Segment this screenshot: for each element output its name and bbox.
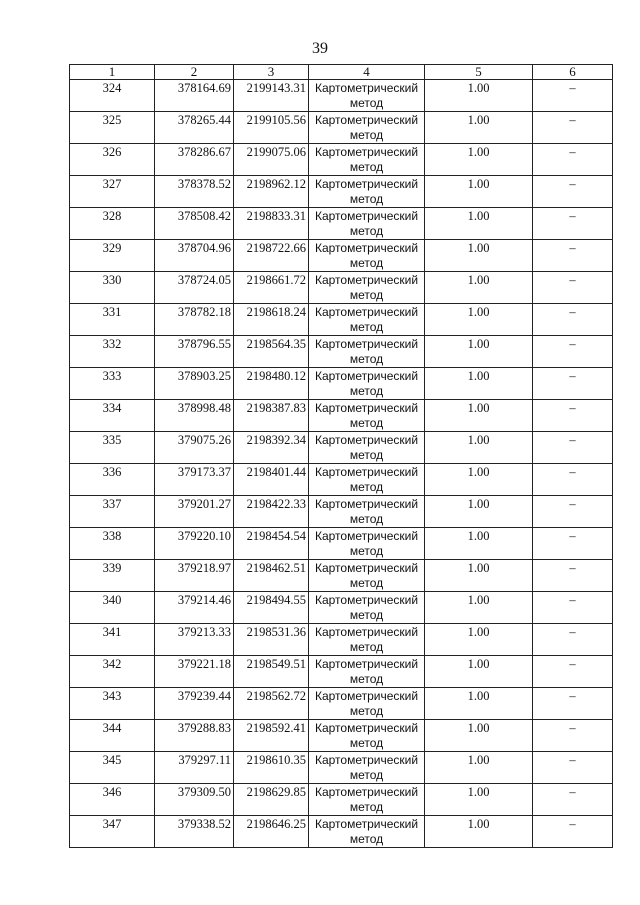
description-value: – <box>533 560 613 592</box>
coordinate-x: 378724.05 <box>155 272 234 304</box>
coordinate-x: 379239.44 <box>155 688 234 720</box>
coordinate-x: 378378.52 <box>155 176 234 208</box>
method-line-2: метод <box>349 672 384 686</box>
page-number: 39 <box>312 40 328 57</box>
method-line-2: метод <box>349 576 384 590</box>
description-value: – <box>533 272 613 304</box>
table-row <box>70 656 613 688</box>
column-header-3: 3 <box>234 65 309 80</box>
description-value: – <box>533 624 613 656</box>
description-value: – <box>533 432 613 464</box>
method-cell <box>309 400 425 432</box>
method-cell <box>309 80 425 112</box>
accuracy-value: 1.00 <box>425 304 533 336</box>
point-number: 337 <box>70 496 155 528</box>
point-number: 336 <box>70 464 155 496</box>
method-line-1: Картометрический <box>314 753 419 767</box>
method-cell <box>309 816 425 848</box>
table-row <box>70 464 613 496</box>
method-line-1: Картометрический <box>314 657 419 671</box>
point-number: 342 <box>70 656 155 688</box>
coordinate-y: 2199105.56 <box>234 112 309 144</box>
method-line-1: Картометрический <box>314 529 419 543</box>
coordinate-y: 2198422.33 <box>234 496 309 528</box>
point-number: 343 <box>70 688 155 720</box>
method-cell <box>309 784 425 816</box>
method-line-1: Картометрический <box>314 625 419 639</box>
coordinate-y: 2198722.66 <box>234 240 309 272</box>
method-line-2: метод <box>349 288 384 302</box>
accuracy-value: 1.00 <box>425 656 533 688</box>
accuracy-value: 1.00 <box>425 112 533 144</box>
column-header-4: 4 <box>309 65 425 80</box>
point-number: 328 <box>70 208 155 240</box>
method-cell <box>309 560 425 592</box>
accuracy-value: 1.00 <box>425 432 533 464</box>
method-cell <box>309 528 425 560</box>
coordinate-y: 2199143.31 <box>234 80 309 112</box>
column-header-6: 6 <box>533 65 613 80</box>
coordinate-x: 378903.25 <box>155 368 234 400</box>
point-number: 344 <box>70 720 155 752</box>
method-cell <box>309 720 425 752</box>
point-number: 345 <box>70 752 155 784</box>
coordinate-y: 2199075.06 <box>234 144 309 176</box>
method-line-2: метод <box>349 352 384 366</box>
method-line-2: метод <box>349 800 384 814</box>
coordinate-y: 2198618.24 <box>234 304 309 336</box>
coordinate-x: 378998.48 <box>155 400 234 432</box>
accuracy-value: 1.00 <box>425 208 533 240</box>
coordinate-y: 2198392.34 <box>234 432 309 464</box>
accuracy-value: 1.00 <box>425 720 533 752</box>
coordinate-x: 378796.55 <box>155 336 234 368</box>
coordinate-y: 2198833.31 <box>234 208 309 240</box>
accuracy-value: 1.00 <box>425 272 533 304</box>
method-cell <box>309 112 425 144</box>
method-line-2: метод <box>349 832 384 846</box>
method-line-1: Картометрический <box>314 81 419 95</box>
table-row <box>70 144 613 176</box>
coordinate-x: 378286.67 <box>155 144 234 176</box>
method-cell <box>309 752 425 784</box>
accuracy-value: 1.00 <box>425 496 533 528</box>
description-value: – <box>533 400 613 432</box>
description-value: – <box>533 144 613 176</box>
accuracy-value: 1.00 <box>425 816 533 848</box>
coordinate-x: 379218.97 <box>155 560 234 592</box>
table-row <box>70 528 613 560</box>
coordinate-y: 2198494.55 <box>234 592 309 624</box>
method-cell <box>309 336 425 368</box>
table-header <box>70 65 613 80</box>
accuracy-value: 1.00 <box>425 336 533 368</box>
method-line-1: Картометрический <box>314 561 419 575</box>
coordinate-x: 379173.37 <box>155 464 234 496</box>
table-row <box>70 400 613 432</box>
method-line-2: метод <box>349 256 384 270</box>
coordinate-x: 378704.96 <box>155 240 234 272</box>
point-number: 339 <box>70 560 155 592</box>
coordinate-x: 379214.46 <box>155 592 234 624</box>
method-cell <box>309 432 425 464</box>
method-line-1: Картометрический <box>314 721 419 735</box>
table-row <box>70 80 613 112</box>
point-number: 332 <box>70 336 155 368</box>
method-line-1: Картометрический <box>314 369 419 383</box>
method-line-2: метод <box>349 416 384 430</box>
column-header-2: 2 <box>155 65 234 80</box>
description-value: – <box>533 688 613 720</box>
table-row <box>70 272 613 304</box>
method-line-2: метод <box>349 128 384 142</box>
method-line-1: Картометрический <box>314 305 419 319</box>
point-number: 329 <box>70 240 155 272</box>
method-line-2: метод <box>349 320 384 334</box>
method-cell <box>309 688 425 720</box>
point-number: 325 <box>70 112 155 144</box>
table-body <box>70 80 613 848</box>
coordinate-y: 2198480.12 <box>234 368 309 400</box>
method-line-2: метод <box>349 768 384 782</box>
table-row <box>70 240 613 272</box>
table-row <box>70 784 613 816</box>
method-cell <box>309 144 425 176</box>
coordinate-y: 2198646.25 <box>234 816 309 848</box>
point-number: 331 <box>70 304 155 336</box>
column-header-5: 5 <box>425 65 533 80</box>
table-row <box>70 592 613 624</box>
method-cell <box>309 240 425 272</box>
method-cell <box>309 592 425 624</box>
description-value: – <box>533 368 613 400</box>
coordinate-x: 378782.18 <box>155 304 234 336</box>
method-line-1: Картометрический <box>314 817 419 831</box>
accuracy-value: 1.00 <box>425 592 533 624</box>
coordinate-x: 379221.18 <box>155 656 234 688</box>
coordinate-x: 378508.42 <box>155 208 234 240</box>
table-row <box>70 336 613 368</box>
table-row <box>70 816 613 848</box>
column-header-1: 1 <box>70 65 155 80</box>
table-row <box>70 208 613 240</box>
table-row <box>70 304 613 336</box>
method-cell <box>309 304 425 336</box>
method-cell <box>309 272 425 304</box>
point-number: 346 <box>70 784 155 816</box>
accuracy-value: 1.00 <box>425 688 533 720</box>
method-line-2: метод <box>349 224 384 238</box>
coordinate-x: 379220.10 <box>155 528 234 560</box>
accuracy-value: 1.00 <box>425 560 533 592</box>
method-line-1: Картометрический <box>314 113 419 127</box>
coordinate-x: 379309.50 <box>155 784 234 816</box>
method-cell <box>309 208 425 240</box>
coordinate-y: 2198462.51 <box>234 560 309 592</box>
coordinate-y: 2198962.12 <box>234 176 309 208</box>
description-value: – <box>533 528 613 560</box>
method-line-1: Картометрический <box>314 337 419 351</box>
coordinate-x: 379075.26 <box>155 432 234 464</box>
accuracy-value: 1.00 <box>425 464 533 496</box>
coordinate-x: 378265.44 <box>155 112 234 144</box>
point-number: 341 <box>70 624 155 656</box>
accuracy-value: 1.00 <box>425 176 533 208</box>
description-value: – <box>533 656 613 688</box>
table-row <box>70 368 613 400</box>
method-line-1: Картометрический <box>314 177 419 191</box>
method-line-1: Картометрический <box>314 241 419 255</box>
description-value: – <box>533 720 613 752</box>
method-line-1: Картометрический <box>314 465 419 479</box>
coordinate-x: 379288.83 <box>155 720 234 752</box>
description-value: – <box>533 80 613 112</box>
description-value: – <box>533 592 613 624</box>
point-number: 324 <box>70 80 155 112</box>
coordinates-table <box>69 64 613 848</box>
accuracy-value: 1.00 <box>425 80 533 112</box>
coordinate-x: 379338.52 <box>155 816 234 848</box>
method-line-1: Картометрический <box>314 593 419 607</box>
description-value: – <box>533 112 613 144</box>
description-value: – <box>533 304 613 336</box>
accuracy-value: 1.00 <box>425 752 533 784</box>
description-value: – <box>533 336 613 368</box>
coordinate-y: 2198592.41 <box>234 720 309 752</box>
point-number: 347 <box>70 816 155 848</box>
table-row <box>70 688 613 720</box>
description-value: – <box>533 240 613 272</box>
table-row <box>70 560 613 592</box>
method-cell <box>309 368 425 400</box>
coordinate-y: 2198401.44 <box>234 464 309 496</box>
description-value: – <box>533 752 613 784</box>
point-number: 327 <box>70 176 155 208</box>
point-number: 338 <box>70 528 155 560</box>
point-number: 335 <box>70 432 155 464</box>
method-line-1: Картометрический <box>314 209 419 223</box>
method-line-1: Картометрический <box>314 689 419 703</box>
description-value: – <box>533 208 613 240</box>
accuracy-value: 1.00 <box>425 400 533 432</box>
accuracy-value: 1.00 <box>425 144 533 176</box>
point-number: 330 <box>70 272 155 304</box>
point-number: 340 <box>70 592 155 624</box>
method-cell <box>309 624 425 656</box>
coordinate-x: 379201.27 <box>155 496 234 528</box>
table-row <box>70 720 613 752</box>
coordinate-y: 2198629.85 <box>234 784 309 816</box>
method-cell <box>309 656 425 688</box>
method-line-2: метод <box>349 608 384 622</box>
method-line-2: метод <box>349 480 384 494</box>
table-row <box>70 432 613 464</box>
method-cell <box>309 464 425 496</box>
method-line-1: Картометрический <box>314 497 419 511</box>
method-line-2: метод <box>349 736 384 750</box>
method-line-2: метод <box>349 704 384 718</box>
coordinate-x: 378164.69 <box>155 80 234 112</box>
accuracy-value: 1.00 <box>425 368 533 400</box>
description-value: – <box>533 816 613 848</box>
accuracy-value: 1.00 <box>425 784 533 816</box>
method-cell <box>309 176 425 208</box>
table-row <box>70 624 613 656</box>
coordinate-y: 2198661.72 <box>234 272 309 304</box>
coordinate-y: 2198387.83 <box>234 400 309 432</box>
method-line-2: метод <box>349 160 384 174</box>
method-line-2: метод <box>349 512 384 526</box>
coordinate-x: 379297.11 <box>155 752 234 784</box>
coordinate-y: 2198454.54 <box>234 528 309 560</box>
description-value: – <box>533 464 613 496</box>
accuracy-value: 1.00 <box>425 528 533 560</box>
table-row <box>70 752 613 784</box>
method-line-2: метод <box>349 448 384 462</box>
accuracy-value: 1.00 <box>425 240 533 272</box>
table-row <box>70 112 613 144</box>
method-line-1: Картометрический <box>314 273 419 287</box>
coordinate-y: 2198610.35 <box>234 752 309 784</box>
coordinate-y: 2198564.35 <box>234 336 309 368</box>
coordinate-y: 2198562.72 <box>234 688 309 720</box>
table-row <box>70 176 613 208</box>
table-row <box>70 496 613 528</box>
accuracy-value: 1.00 <box>425 624 533 656</box>
coordinate-y: 2198549.51 <box>234 656 309 688</box>
coordinate-y: 2198531.36 <box>234 624 309 656</box>
method-line-2: метод <box>349 96 384 110</box>
method-line-1: Картометрический <box>314 145 419 159</box>
method-line-2: метод <box>349 384 384 398</box>
method-line-2: метод <box>349 640 384 654</box>
coordinate-x: 379213.33 <box>155 624 234 656</box>
point-number: 333 <box>70 368 155 400</box>
point-number: 334 <box>70 400 155 432</box>
method-line-1: Картометрический <box>314 785 419 799</box>
description-value: – <box>533 496 613 528</box>
point-number: 326 <box>70 144 155 176</box>
description-value: – <box>533 176 613 208</box>
method-line-1: Картометрический <box>314 433 419 447</box>
method-line-2: метод <box>349 544 384 558</box>
method-line-2: метод <box>349 192 384 206</box>
method-line-1: Картометрический <box>314 401 419 415</box>
method-cell <box>309 496 425 528</box>
description-value: – <box>533 784 613 816</box>
header-row <box>70 65 613 80</box>
